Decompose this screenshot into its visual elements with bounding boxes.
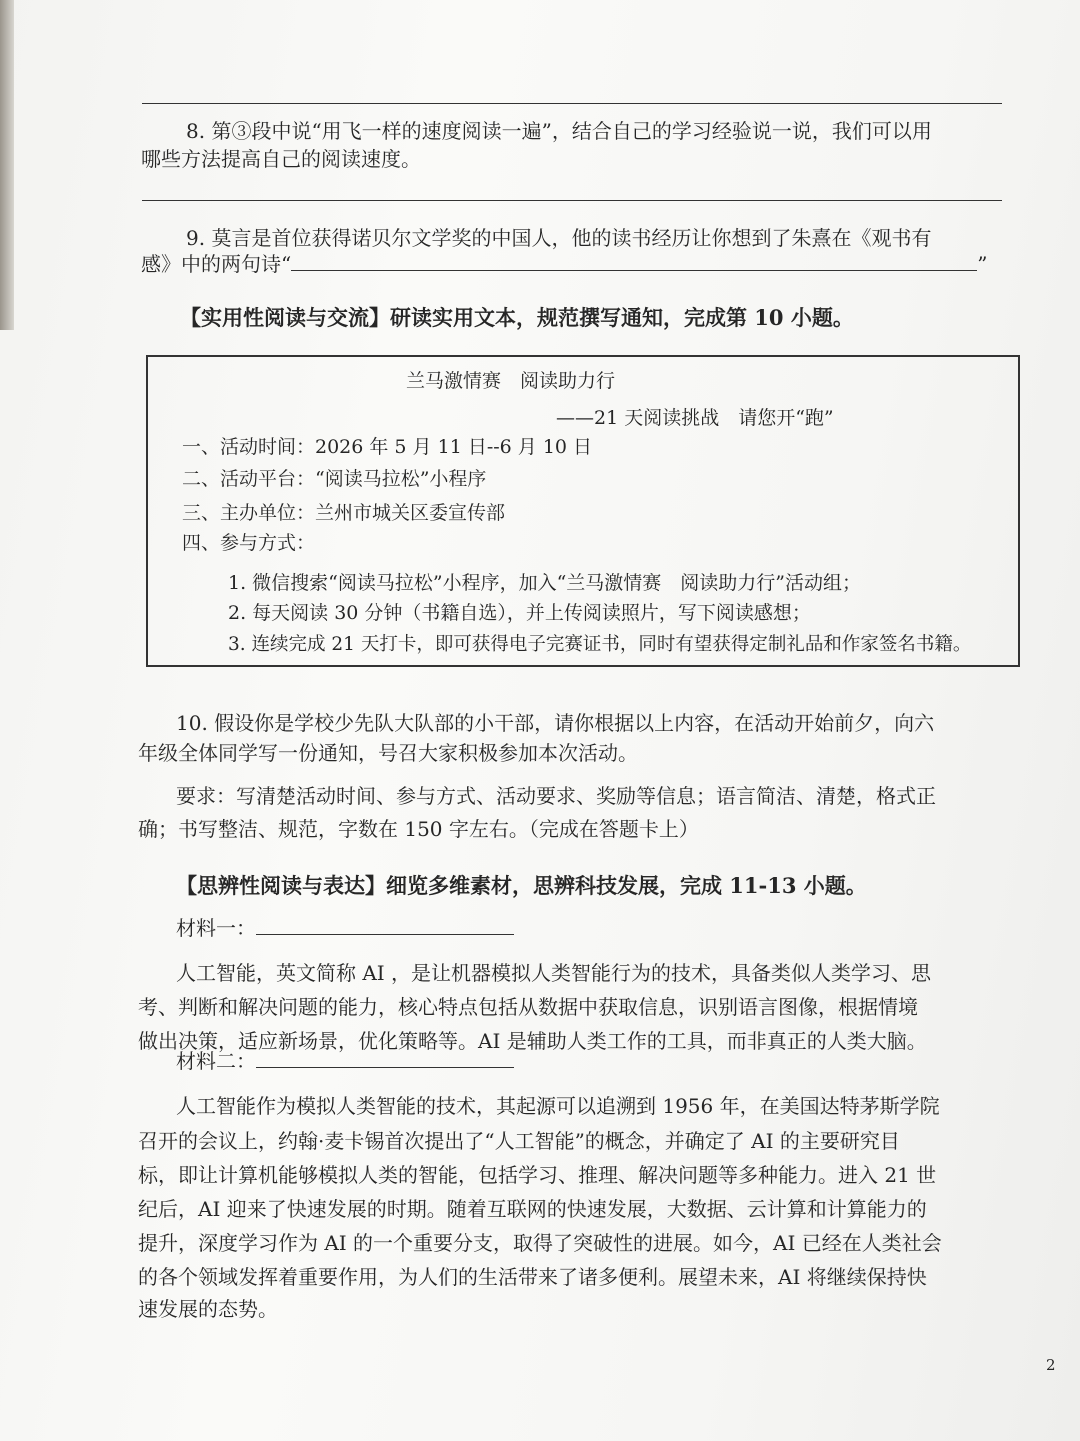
material2-line6: 的各个领域发挥着重要作用，为人们的生活带来了诸多便利。展望未来，AI 将继续保持快 bbox=[138, 1265, 927, 1289]
answer-line-q8 bbox=[142, 200, 1002, 201]
material1-label-row bbox=[176, 915, 514, 941]
material1-label: 材料一： bbox=[176, 916, 256, 940]
q9-line1: 9. 莫言是首位获得诺贝尔文学奖的中国人，他的读书经历让你想到了朱熹在《观书有 bbox=[186, 226, 932, 250]
notice-platform: 二、活动平台：“阅读马拉松”小程序 bbox=[182, 468, 487, 490]
q8-line2: 哪些方法提高自己的阅读速度。 bbox=[141, 147, 421, 171]
notice-subtitle: ——21 天阅读挑战 请您开“跑” bbox=[556, 407, 834, 429]
material2-label: 材料二： bbox=[176, 1049, 256, 1073]
section-critical-tag: 【思辨性阅读与表达】 bbox=[176, 873, 386, 898]
section-practical-heading bbox=[180, 305, 854, 331]
material2-line2: 召开的会议上，约翰·麦卡锡首次提出了“人工智能”的概念，并确定了 AI 的主要研究目 bbox=[138, 1129, 900, 1153]
q9-answer-blank[interactable] bbox=[291, 252, 977, 271]
material2-label-row bbox=[176, 1048, 514, 1074]
material2-title-blank[interactable] bbox=[256, 1049, 514, 1068]
material2-line3: 标，即让计算机能够模拟人类的智能，包括学习、推理、解决问题等多种能力。进入 21 世 bbox=[138, 1163, 937, 1187]
answer-line-q7 bbox=[142, 103, 1002, 104]
q9-line2-prefix: 感》中的两句诗“ bbox=[141, 252, 292, 276]
q10-line1: 10. 假设你是学校少先队大队部的小干部，请你根据以上内容，在活动开始前夕，向六 bbox=[176, 711, 935, 735]
material1-line1: 人工智能，英文简称 AI ，是让机器模拟人类智能行为的技术，具备类似人类学习、思 bbox=[176, 961, 932, 985]
notice-step2: 2. 每天阅读 30 分钟（书籍自选），并上传阅读照片，写下阅读感想； bbox=[228, 602, 811, 624]
notice-title: 兰马激情赛 阅读助力行 bbox=[406, 370, 616, 392]
section-practical-text: 研读实用文本，规范撰写通知，完成第 10 小题。 bbox=[390, 305, 854, 330]
q9-line2-suffix: ” bbox=[977, 252, 988, 276]
page-edge-shadow bbox=[0, 0, 14, 330]
notice-time: 一、活动时间：2026 年 5 月 11 日--6 月 10 日 bbox=[182, 436, 593, 458]
material2-line4: 纪后，AI 迎来了快速发展的时期。随着互联网的快速发展，大数据、云计算和计算能力的 bbox=[138, 1197, 927, 1221]
notice-step1: 1. 微信搜索“阅读马拉松”小程序，加入“兰马激情赛 阅读助力行”活动组； bbox=[228, 572, 862, 594]
q9-line2 bbox=[141, 251, 987, 277]
material1-title-blank[interactable] bbox=[256, 916, 514, 935]
material2-line7: 速发展的态势。 bbox=[138, 1297, 278, 1321]
notice-step3: 3. 连续完成 21 天打卡，即可获得电子完赛证书，同时有望获得定制礼品和作家签名书籍。 bbox=[228, 634, 972, 655]
q10-line2: 年级全体同学写一份通知，号召大家积极参加本次活动。 bbox=[138, 741, 638, 765]
q8-line1: 8. 第③段中说“用飞一样的速度阅读一遍”，结合自己的学习经验说一说，我们可以用 bbox=[186, 119, 932, 143]
notice-organizer: 三、主办单位：兰州市城关区委宣传部 bbox=[182, 502, 506, 524]
section-critical-text: 细览多维素材，思辨科技发展，完成 11-13 小题。 bbox=[386, 873, 867, 898]
section-critical-heading bbox=[176, 873, 867, 899]
page-number: 2 bbox=[1046, 1356, 1056, 1374]
notice-method: 四、参与方式： bbox=[182, 532, 316, 554]
q10-req1: 要求：写清楚活动时间、参与方式、活动要求、奖励等信息；语言简洁、清楚，格式正 bbox=[176, 784, 936, 808]
material1-line3: 做出决策，适应新场景，优化策略等。AI 是辅助人类工作的工具，而非真正的人类大脑。 bbox=[138, 1029, 927, 1053]
material2-line1: 人工智能作为模拟人类智能的技术，其起源可以追溯到 1956 年，在美国达特茅斯学院 bbox=[176, 1094, 940, 1118]
material1-line2: 考、判断和解决问题的能力，核心特点包括从数据中获取信息，识别语言图像，根据情境 bbox=[138, 995, 918, 1019]
q10-req2: 确；书写整洁、规范，字数在 150 字左右。（完成在答题卡上） bbox=[138, 817, 699, 841]
material2-line5: 提升，深度学习作为 AI 的一个重要分支，取得了突破性的进展。如今，AI 已经在人类社会 bbox=[138, 1231, 942, 1255]
section-practical-tag: 【实用性阅读与交流】 bbox=[180, 305, 390, 330]
